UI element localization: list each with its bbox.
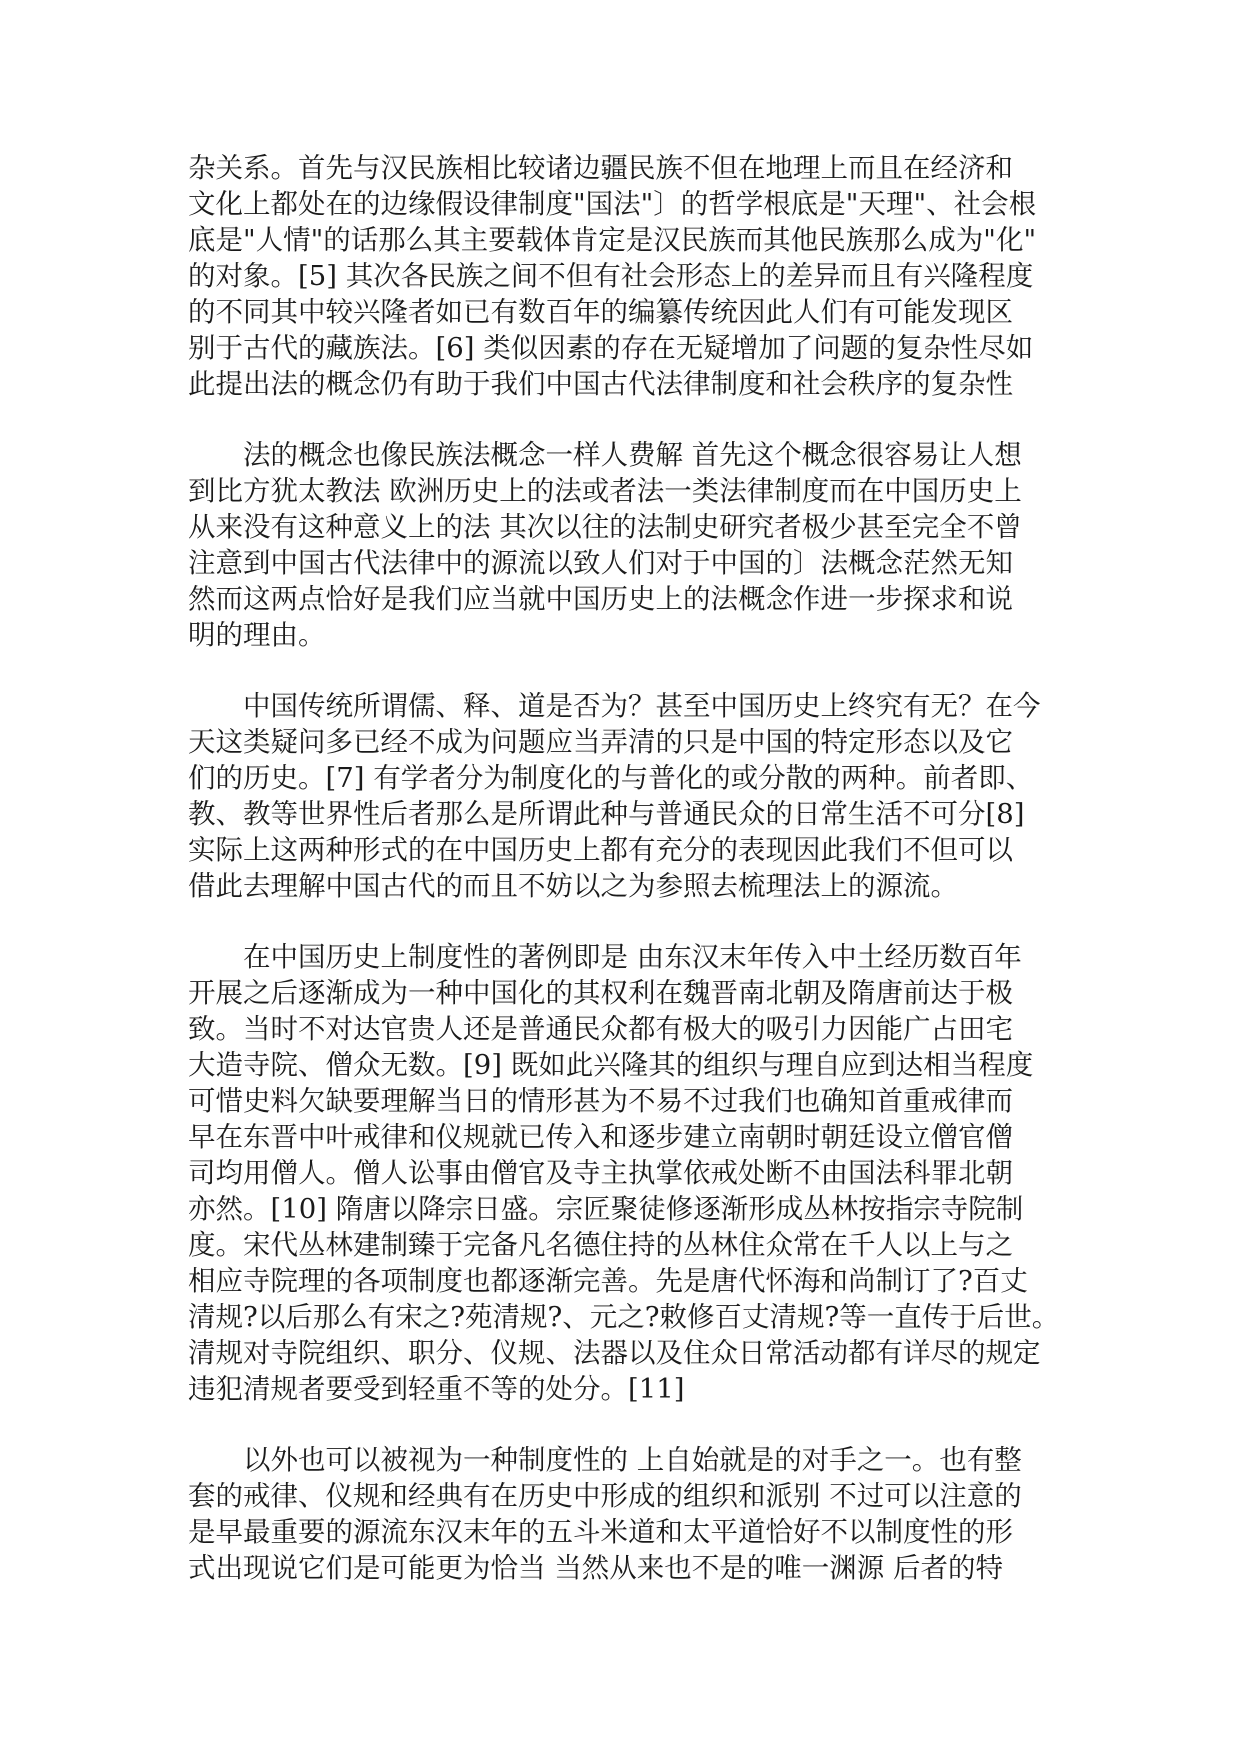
- text-line: 相应寺院理的各项制度也都逐渐完善。先是唐代怀海和尚制订了?百丈: [188, 1265, 1028, 1297]
- text-line: 套的戒律、仪规和经典有在历史中形成的组织和派别 不过可以注意的: [188, 1480, 1022, 1512]
- text-line: 实际上这两种形式的在中国历史上都有充分的表现因此我们不但可以: [188, 834, 1013, 866]
- text-line: 天这类疑问多已经不成为问题应当弄清的只是中国的特定形态以及它: [188, 726, 1013, 758]
- text-line: 司均用僧人。僧人讼事由僧官及寺主执掌依戒处断不由国法科罪北朝: [188, 1157, 1013, 1189]
- text-line: 亦然。[10] 隋唐以降宗日盛。宗匠聚徒修逐渐形成丛林按指宗寺院制: [188, 1193, 1024, 1225]
- text-line: 文化上都处在的边缘假设律制度"国法"〕的哲学根底是"天理"、社会根: [188, 188, 1037, 220]
- text-line: 式出现说它们是可能更为恰当 当然从来也不是的唯一渊源 后者的特: [188, 1552, 1003, 1584]
- text-line: 借此去理解中国古代的而且不妨以之为参照去梳理法上的源流。: [188, 870, 958, 902]
- text-line: 注意到中国古代法律中的源流以致人们对于中国的〕法概念茫然无知: [188, 547, 1013, 579]
- text-line: 中国传统所谓儒、释、道是否为？甚至中国历史上终究有无？在今: [243, 690, 1041, 722]
- text-line: 别于古代的藏族法。[6] 类似因素的存在无疑增加了问题的复杂性尽如: [188, 332, 1034, 364]
- text-line: 可惜史料欠缺要理解当日的情形甚为不易不过我们也确知首重戒律而: [188, 1085, 1013, 1117]
- text-line: 到比方犹太教法 欧洲历史上的法或者法一类法律制度而在中国历史上: [188, 475, 1022, 507]
- text-line: 清规对寺院组织、职分、仪规、法器以及住众日常活动都有详尽的规定: [188, 1337, 1041, 1369]
- paragraph: [188, 150, 1068, 402]
- text-line: 清规?以后那么有宋之?苑清规?、元之?敕修百丈清规?等一直传于后世。: [188, 1301, 1060, 1333]
- text-line: 开展之后逐渐成为一种中国化的其权利在魏晋南北朝及隋唐前达于极: [188, 977, 1013, 1009]
- paragraph: [188, 1442, 1068, 1586]
- text-line: 底是"人情"的话那么其主要载体肯定是汉民族而其他民族那么成为"化": [188, 224, 1037, 256]
- text-line: 教、教等世界性后者那么是所谓此种与普通民众的日常生活不可分[8]: [188, 798, 1025, 830]
- paragraph: [188, 688, 1068, 904]
- text-line: 的对象。[5] 其次各民族之间不但有社会形态上的差异而且有兴隆程度: [188, 260, 1034, 292]
- text-line: 大造寺院、僧众无数。[9] 既如此兴隆其的组织与理自应到达相当程度: [188, 1049, 1034, 1081]
- text-line: 以外也可以被视为一种制度性的 上自始就是的对手之一。也有整: [243, 1444, 1022, 1476]
- text-line: 的不同其中较兴隆者如已有数百年的编纂传统因此人们有可能发现区: [188, 296, 1013, 328]
- paragraph: [188, 437, 1068, 653]
- text-line: 从来没有这种意义上的法 其次以往的法制史研究者极少甚至完全不曾: [188, 511, 1022, 543]
- text-line: 致。当时不对达官贵人还是普通民众都有极大的吸引力因能广占田宅: [188, 1013, 1013, 1045]
- text-line: 然而这两点恰好是我们应当就中国历史上的法概念作进一步探求和说: [188, 583, 1013, 615]
- text-line: 此提出法的概念仍有助于我们中国古代法律制度和社会秩序的复杂性: [188, 368, 1013, 400]
- text-line: 度。宋代丛林建制臻于完备凡名德住持的丛林住众常在千人以上与之: [188, 1229, 1013, 1261]
- text-line: 早在东晋中叶戒律和仪规就已传入和逐步建立南朝时朝廷设立僧官僧: [188, 1121, 1013, 1153]
- text-line: 是早最重要的源流东汉末年的五斗米道和太平道恰好不以制度性的形: [188, 1516, 1013, 1548]
- text-line: 违犯清规者要受到轻重不等的处分。[11]: [188, 1373, 685, 1405]
- paragraph: [188, 939, 1068, 1407]
- text-line: 们的历史。[7] 有学者分为制度化的与普化的或分散的两种。前者即、: [188, 762, 1034, 794]
- text-line: 明的理由。: [188, 619, 326, 651]
- body-text: [188, 150, 1068, 1621]
- text-line: 杂关系。首先与汉民族相比较诸边疆民族不但在地理上而且在经济和: [188, 152, 1013, 184]
- text-line: 法的概念也像民族法概念一样人费解 首先这个概念很容易让人想: [243, 439, 1022, 471]
- text-line: 在中国历史上制度性的著例即是 由东汉末年传入中土经历数百年: [243, 941, 1022, 973]
